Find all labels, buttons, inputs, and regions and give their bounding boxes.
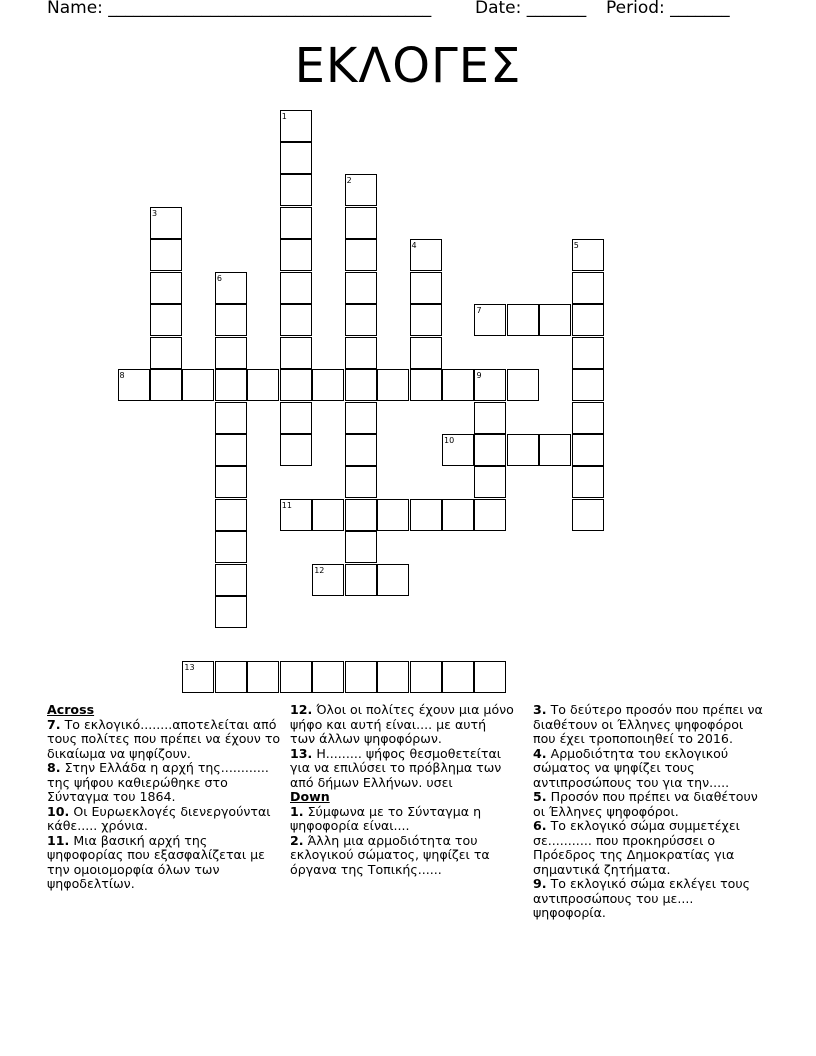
grid-cell[interactable]: [182, 369, 214, 401]
grid-cell[interactable]: [182, 661, 214, 693]
grid-cell[interactable]: [474, 661, 506, 693]
puzzle-title: ΕΚΛΟΓΕΣ: [294, 38, 522, 94]
grid-cell[interactable]: [280, 499, 312, 531]
grid-cell[interactable]: [215, 337, 247, 369]
grid-cell[interactable]: [280, 337, 312, 369]
clue-number: 5.: [533, 789, 547, 804]
clue-across-12: [290, 703, 515, 747]
grid-cell[interactable]: [280, 272, 312, 304]
clue-number: 3.: [533, 702, 547, 717]
clue-text: Όλοι οι πολίτες έχουν μια μόνο ψήφο και αυτή είναι.... με αυτή των άλλων ψηφοφόρων.: [290, 702, 514, 746]
grid-cell[interactable]: [345, 402, 377, 434]
grid-cell[interactable]: [118, 369, 150, 401]
grid-cell[interactable]: [215, 369, 247, 401]
grid-cell[interactable]: [215, 272, 247, 304]
grid-cell[interactable]: [150, 369, 182, 401]
clue-number: 6.: [533, 818, 547, 833]
clue-number-label: 5: [573, 241, 579, 251]
grid-cell[interactable]: [215, 466, 247, 498]
grid-cell[interactable]: [345, 207, 377, 239]
grid-cell[interactable]: [345, 369, 377, 401]
grid-cell[interactable]: [377, 499, 409, 531]
grid-cell[interactable]: [410, 369, 442, 401]
grid-cell[interactable]: [474, 369, 506, 401]
grid-cell[interactable]: [345, 304, 377, 336]
grid-cell[interactable]: [345, 337, 377, 369]
grid-cell[interactable]: [474, 402, 506, 434]
clue-text: Η......... ψήφος θεσμοθετείται για να επιλύσει το πρόβλημα των από δήμων Ελλήνων. υσει: [290, 745, 502, 790]
clue-number: 8.: [47, 760, 61, 775]
clue-number: 7.: [47, 716, 61, 732]
grid-cell[interactable]: [215, 564, 247, 596]
grid-cell[interactable]: [572, 499, 604, 531]
grid-cell[interactable]: [280, 207, 312, 239]
grid-cell[interactable]: [312, 564, 344, 596]
clue-text: Το εκλογικό σώμα εκλέγει τους αντιπροσώπους του με.... ψηφοφορία.: [533, 876, 751, 920]
grid-cell[interactable]: [150, 207, 182, 239]
clue-across-7: [47, 718, 282, 762]
grid-cell[interactable]: [312, 661, 344, 693]
grid-cell[interactable]: [572, 369, 604, 401]
clue-down-1: [290, 805, 515, 834]
grid-cell[interactable]: [215, 304, 247, 336]
name-field[interactable]: Name: ______________________________________: [47, 0, 432, 18]
grid-cell[interactable]: [280, 369, 312, 401]
clue-number: 1.: [290, 803, 304, 819]
clue-number-label: 2: [346, 176, 352, 186]
grid-cell[interactable]: [572, 239, 604, 271]
clue-number-label: 13: [184, 663, 195, 673]
clue-number-label: 11: [281, 500, 292, 510]
grid-cell[interactable]: [280, 110, 312, 142]
clue-number: 2.: [290, 832, 304, 848]
clue-number: 4.: [533, 745, 547, 761]
grid-cell[interactable]: [150, 304, 182, 336]
grid-cell[interactable]: [215, 596, 247, 628]
clue-number: 12.: [290, 702, 313, 717]
grid-cell[interactable]: [572, 466, 604, 498]
clue-across-10: [47, 805, 282, 834]
grid-cell[interactable]: [377, 369, 409, 401]
clue-number: 9.: [533, 876, 547, 891]
grid-cell[interactable]: [280, 304, 312, 336]
clue-number: 10.: [47, 803, 70, 819]
clue-number-label: 7: [476, 306, 482, 316]
clues-column-2: [290, 703, 515, 877]
grid-cell[interactable]: [280, 434, 312, 466]
grid-cell[interactable]: [442, 369, 474, 401]
clues-column-1: [47, 703, 282, 892]
clue-text: Άλλη μια αρμοδιότητα του εκλογικού σώματος, ψηφίζει τα όργανα της Τοπικής......: [290, 832, 490, 877]
down-heading: Down: [290, 789, 330, 804]
grid-cell[interactable]: [215, 434, 247, 466]
clue-text: Το εκλογικό........αποτελείται από τους πολίτες που πρέπει να έχουν το δικαίωμα να ψηφίζουν.: [47, 716, 281, 761]
grid-cell[interactable]: [507, 304, 539, 336]
grid-cell[interactable]: [280, 402, 312, 434]
grid-cell[interactable]: [345, 499, 377, 531]
grid-cell[interactable]: [215, 402, 247, 434]
grid-cell[interactable]: [410, 661, 442, 693]
grid-cell[interactable]: [312, 499, 344, 531]
grid-cell[interactable]: [474, 499, 506, 531]
grid-cell[interactable]: [345, 272, 377, 304]
across-heading: Across: [47, 702, 95, 717]
clue-number-label: 8: [119, 371, 125, 381]
clue-number-label: 1: [281, 111, 287, 121]
grid-cell[interactable]: [280, 174, 312, 206]
grid-cell[interactable]: [150, 239, 182, 271]
grid-cell[interactable]: [410, 304, 442, 336]
grid-cell[interactable]: [410, 337, 442, 369]
grid-cell[interactable]: [539, 434, 571, 466]
grid-cell[interactable]: [345, 239, 377, 271]
clue-down-9: [533, 877, 768, 921]
grid-cell[interactable]: [572, 434, 604, 466]
clue-across-11: [47, 834, 282, 892]
clue-number: 11.: [47, 832, 70, 848]
grid-cell[interactable]: [410, 272, 442, 304]
clue-text: Το εκλογικό σώμα συμμετέχει σε........... που προκηρύσσει ο Πρόεδρος της Δημοκρατίας για σημαντικά ζητήματα.: [533, 818, 740, 877]
grid-cell[interactable]: [215, 661, 247, 693]
clue-text: Στην Ελλάδα η αρχή της............ της ψήφου καθιερώθηκε στο Σύνταγμα του 1864.: [47, 760, 269, 804]
clue-down-6: [533, 819, 768, 877]
clue-down-4: [533, 747, 768, 791]
grid-cell[interactable]: [442, 499, 474, 531]
grid-cell[interactable]: [410, 239, 442, 271]
clue-down-5: [533, 790, 768, 819]
grid-cell[interactable]: [572, 272, 604, 304]
clue-number-label: 4: [411, 241, 417, 251]
clue-text: Το δεύτερο προσόν που πρέπει να διαθέτουν οι Έλληνες ψηφοφόροι που έχει τροποποιηθεί το 2016.: [533, 702, 763, 746]
grid-cell[interactable]: [247, 661, 279, 693]
grid-cell[interactable]: [280, 661, 312, 693]
grid-cell[interactable]: [572, 304, 604, 336]
grid-cell[interactable]: [215, 531, 247, 563]
grid-cell[interactable]: [312, 369, 344, 401]
clue-down-2: [290, 834, 515, 878]
date-field[interactable]: Date: _______: [475, 0, 587, 18]
grid-cell[interactable]: [150, 272, 182, 304]
grid-cell[interactable]: [377, 564, 409, 596]
clue-text: Προσόν που πρέπει να διαθέτουν οι Έλληνες ψηφοφόροι.: [533, 789, 758, 819]
grid-cell[interactable]: [572, 402, 604, 434]
grid-cell[interactable]: [442, 661, 474, 693]
grid-cell[interactable]: [474, 304, 506, 336]
grid-cell[interactable]: [474, 466, 506, 498]
clue-text: Μια βασική αρχή της ψηφοφορίας που εξασφαλίζεται με την ομοιομορφία όλων των ψηφοδελτίων.: [47, 832, 265, 891]
grid-cell[interactable]: [345, 661, 377, 693]
grid-cell[interactable]: [345, 466, 377, 498]
grid-cell[interactable]: [507, 369, 539, 401]
clue-text: Σύμφωνα με το Σύνταγμα η ψηφοφορία είναι....: [290, 803, 482, 833]
grid-cell[interactable]: [345, 174, 377, 206]
clue-text: Αρμοδιότητα του εκλογικού σώματος να ψηφίζει τους αντιπροσώπους του για την.....: [533, 745, 730, 790]
clue-number-label: 6: [216, 273, 222, 283]
clue-text: Οι Ευρωεκλογές διενεργούνται κάθε..... χρόνια.: [47, 803, 271, 833]
grid-cell[interactable]: [247, 369, 279, 401]
grid-cell[interactable]: [150, 337, 182, 369]
clue-number: 13.: [290, 745, 313, 761]
grid-cell[interactable]: [345, 531, 377, 563]
grid-cell[interactable]: [572, 337, 604, 369]
clue-down-3: [533, 703, 768, 747]
student-info-header: [47, 0, 787, 20]
grid-cell[interactable]: [345, 564, 377, 596]
clue-across-13: [290, 747, 515, 791]
grid-cell[interactable]: [215, 499, 247, 531]
grid-cell[interactable]: [345, 434, 377, 466]
grid-cell[interactable]: [280, 142, 312, 174]
clue-number-label: 3: [151, 208, 158, 218]
grid-cell[interactable]: [474, 434, 506, 466]
grid-cell[interactable]: [280, 239, 312, 271]
clue-number-label: 12: [314, 565, 325, 575]
grid-cell[interactable]: [442, 434, 474, 466]
grid-cell[interactable]: [377, 661, 409, 693]
grid-cell[interactable]: [507, 434, 539, 466]
clues-column-3: [533, 703, 768, 921]
clue-number-label: 9: [476, 371, 482, 381]
period-field[interactable]: Period: _______: [606, 0, 730, 18]
grid-cell[interactable]: [410, 499, 442, 531]
grid-cell[interactable]: [539, 304, 571, 336]
clue-across-8: [47, 761, 282, 805]
clue-number-label: 10: [444, 436, 455, 445]
